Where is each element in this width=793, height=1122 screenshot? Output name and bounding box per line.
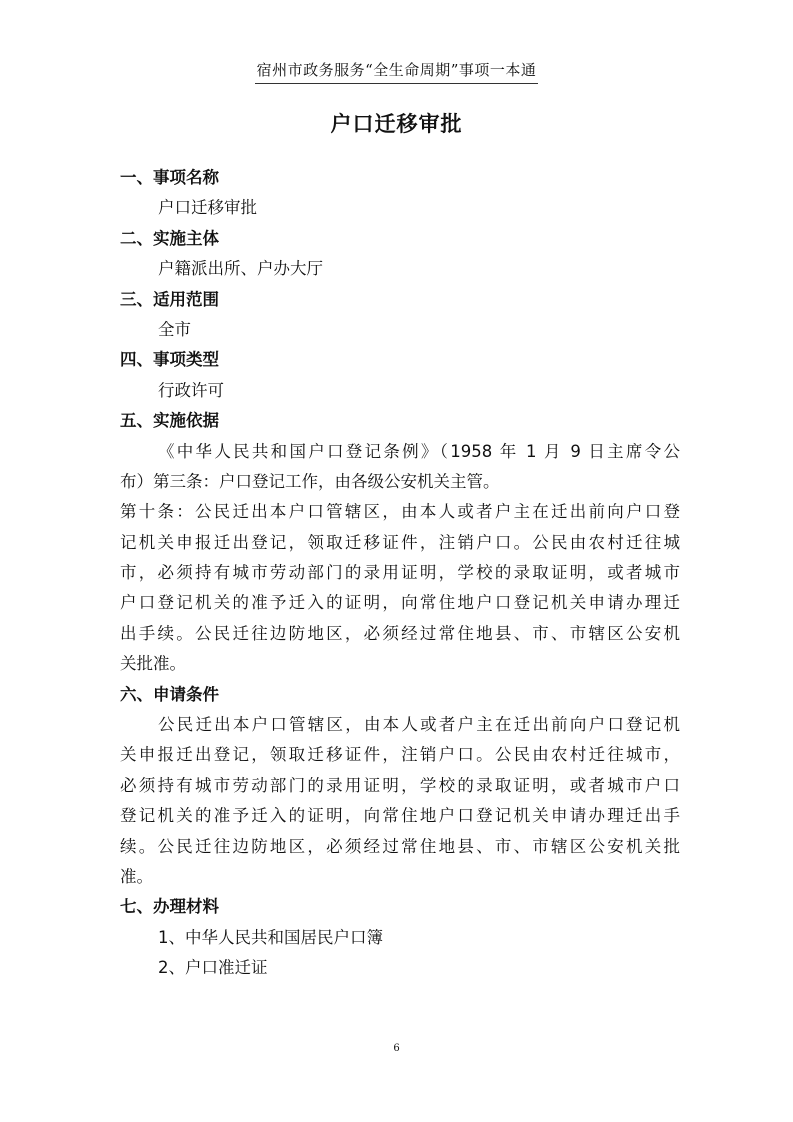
section-heading-scope: 三、适用范围 <box>120 289 219 309</box>
section-heading-implementing-body: 二、实施主体 <box>120 228 219 248</box>
legal-basis-line: 出手续。公民迁往边防地区，必须经过常住地县、市、市辖区公安机 <box>120 623 680 643</box>
materials-item: 2、户口准迁证 <box>158 958 268 978</box>
conditions-line: 续。公民迁往边防地区，必须经过常住地县、市、市辖区公安机关批 <box>120 836 680 856</box>
page-title: 户口迁移审批 <box>330 112 463 136</box>
legal-basis-line: 市，必须持有城市劳动部门的录用证明，学校的录取证明，或者城市 <box>120 563 680 583</box>
section-heading-item-name: 一、事项名称 <box>120 168 219 187</box>
conditions-line: 公民迁出本户口管辖区，由本人或者户主在迁出前向户口登记机 <box>158 715 680 735</box>
materials-item: 1、中华人民共和国居民户口簿 <box>158 927 383 947</box>
conditions-line: 登记机关的准予迁入的证明，向常住地户口登记机关申请办理迁出手 <box>120 806 680 826</box>
legal-basis-line: 布）第三条：户口登记工作，由各级公安机关主管。 <box>120 471 500 491</box>
section-body-scope: 全市 <box>158 319 191 339</box>
section-heading-materials: 七、办理材料 <box>120 897 219 917</box>
header-text: 宿州市政务服务“全生命周期”事项一本通 <box>255 59 539 84</box>
section-body-item-name: 户口迁移审批 <box>158 198 257 218</box>
legal-basis-line: 《中华人民共和国户口登记条例》（1958 年 1 月 9 日主席令公 <box>158 441 680 461</box>
conditions-line: 准。 <box>120 866 153 886</box>
legal-basis-line: 关批准。 <box>120 654 186 674</box>
legal-basis-line: 记机关申报迁出登记，领取迁移证件，注销户口。公民由农村迁往城 <box>120 532 680 552</box>
document-body <box>120 163 680 984</box>
conditions-line: 关申报迁出登记，领取迁移证件，注销户口。公民由农村迁往城市， <box>120 745 680 765</box>
legal-basis-line: 户口登记机关的准予迁入的证明，向常住地户口登记机关申请办理迁 <box>120 593 680 613</box>
legal-basis-line: 第十条：公民迁出本户口管辖区，由本人或者户主在迁出前向户口登 <box>120 502 680 522</box>
section-heading-item-type: 四、事项类型 <box>120 350 219 370</box>
page-number: 6 <box>393 1043 400 1054</box>
conditions-line: 必须持有城市劳动部门的录用证明，学校的录取证明，或者城市户口 <box>120 775 680 795</box>
section-heading-legal-basis: 五、实施依据 <box>120 411 219 431</box>
section-body-item-type: 行政许可 <box>158 380 224 400</box>
section-heading-conditions: 六、申请条件 <box>120 684 219 704</box>
running-header <box>0 59 793 84</box>
section-body-implementing-body: 户籍派出所、户办大厅 <box>158 259 323 279</box>
